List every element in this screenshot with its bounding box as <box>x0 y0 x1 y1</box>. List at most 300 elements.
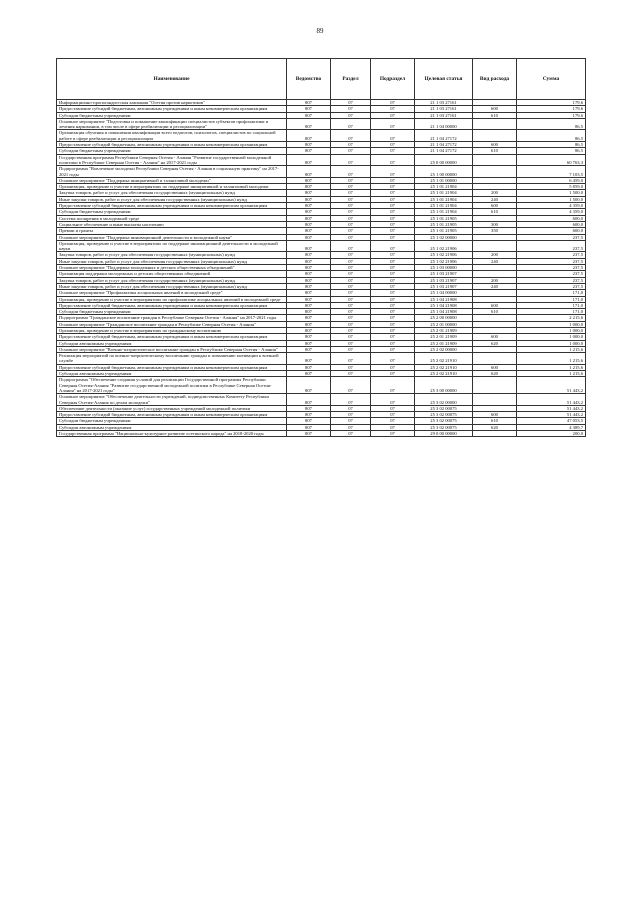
cell-name: Организация, проведение и участие в мероприятиях по гражданскому воспитанию <box>57 327 287 333</box>
cell-amount: 86,5 <box>517 142 586 148</box>
cell-name: Основное мероприятие "Обеспечение деятельности учреждений, подведомственных Комитету Республики Северная Осетия-Алания по делам молодежи" <box>57 394 287 406</box>
cell-section: 07 <box>331 252 371 258</box>
cell-expense-type: 610 <box>473 309 517 315</box>
cell-target-item: 21 1 03 27161 <box>415 100 473 106</box>
cell-target-item: 25 1 03 21907 <box>415 283 473 289</box>
cell-amount: 200,0 <box>517 431 586 437</box>
cell-department: 807 <box>287 234 331 240</box>
cell-expense-type: 600 <box>473 334 517 340</box>
cell-department: 807 <box>287 166 331 178</box>
cell-name: Субсидии автономным учреждениям <box>57 340 287 346</box>
cell-section: 07 <box>331 364 371 370</box>
cell-department: 807 <box>287 371 331 377</box>
cell-section: 07 <box>331 327 371 333</box>
cell-subsection: 07 <box>371 377 415 394</box>
cell-expense-type: 350 <box>473 228 517 234</box>
cell-expense-type: 600 <box>473 302 517 308</box>
cell-expense-type: 240 <box>473 196 517 202</box>
cell-expense-type: 200 <box>473 252 517 258</box>
cell-department: 807 <box>287 394 331 406</box>
cell-department: 807 <box>287 412 331 418</box>
cell-name: Организация обучения и повышения квалификации всего педагогов, психологов, специалистов по социальной работе в сфере реабилитации и ресоциализации <box>57 130 287 142</box>
cell-amount: 1 000,0 <box>517 334 586 340</box>
cell-section: 07 <box>331 371 371 377</box>
cell-amount: 237,5 <box>517 265 586 271</box>
cell-section: 07 <box>331 424 371 430</box>
cell-subsection: 07 <box>371 100 415 106</box>
cell-subsection: 07 <box>371 371 415 377</box>
cell-target-item: 25 3 02 00000 <box>415 394 473 406</box>
cell-target-item: 25 1 02 21906 <box>415 240 473 252</box>
cell-name: Предоставление субсидий бюджетным, автономным учреждениям и иным некоммерческим организациям <box>57 106 287 112</box>
cell-expense-type: 620 <box>473 371 517 377</box>
cell-name: Система поощрения в молодежной среде <box>57 215 287 221</box>
cell-department: 807 <box>287 346 331 352</box>
cell-department: 807 <box>287 405 331 411</box>
cell-expense-type: 610 <box>473 148 517 154</box>
cell-expense-type <box>473 377 517 394</box>
cell-target-item: 21 1 04 00000 <box>415 118 473 130</box>
cell-name: Основное мероприятие "Гражданское воспитание граждан в Республике Северная Осетия - Алания" <box>57 321 287 327</box>
cell-amount: 237,5 <box>517 252 586 258</box>
cell-target-item: 25 1 01 21904 <box>415 209 473 215</box>
cell-name: Субсидии бюджетным учреждениям <box>57 112 287 118</box>
cell-subsection: 07 <box>371 315 415 321</box>
cell-department: 807 <box>287 327 331 333</box>
cell-name: Субсидии бюджетным учреждениям <box>57 418 287 424</box>
cell-target-item: 25 2 02 21910 <box>415 371 473 377</box>
cell-department: 807 <box>287 364 331 370</box>
header-target-item: Целевая статья <box>415 59 473 100</box>
cell-section: 07 <box>331 100 371 106</box>
cell-department: 807 <box>287 353 331 365</box>
cell-amount: 1 215,6 <box>517 371 586 377</box>
cell-section: 07 <box>331 203 371 209</box>
cell-subsection: 07 <box>371 364 415 370</box>
cell-subsection: 07 <box>371 418 415 424</box>
cell-name: Предоставление субсидий бюджетным, автономным учреждениям и иным некоммерческим организациям <box>57 302 287 308</box>
cell-expense-type: 240 <box>473 258 517 264</box>
cell-expense-type: 300 <box>473 221 517 227</box>
cell-section: 07 <box>331 148 371 154</box>
cell-subsection: 07 <box>371 277 415 283</box>
cell-subsection: 07 <box>371 240 415 252</box>
cell-subsection: 07 <box>371 190 415 196</box>
cell-expense-type <box>473 394 517 406</box>
cell-target-item: 25 1 00 00000 <box>415 166 473 178</box>
cell-amount: 1 500,0 <box>517 196 586 202</box>
cell-subsection: 07 <box>371 334 415 340</box>
cell-subsection: 07 <box>371 154 415 166</box>
cell-amount: 5 859,0 <box>517 184 586 190</box>
cell-subsection: 07 <box>371 309 415 315</box>
cell-subsection: 07 <box>371 283 415 289</box>
cell-department: 807 <box>287 190 331 196</box>
cell-expense-type: 610 <box>473 209 517 215</box>
cell-section: 07 <box>331 283 371 289</box>
cell-target-item: 25 2 01 21909 <box>415 334 473 340</box>
cell-expense-type <box>473 130 517 142</box>
cell-name: Основное мероприятие "Военно-патриотическое воспитание граждан в Республике Северная Осетия - Алания" <box>57 346 287 352</box>
cell-target-item: 25 2 02 21910 <box>415 353 473 365</box>
cell-name: Организация, проведение и участие в мероприятиях по профилактике асоциальных явлений в молодежной среде <box>57 296 287 302</box>
cell-name: Государственная программа "Национально-культурное развитие осетинского народа" на 2018-2020 годы <box>57 431 287 437</box>
cell-target-item: 29 0 00 00000 <box>415 431 473 437</box>
cell-section: 07 <box>331 215 371 221</box>
cell-name: Основное мероприятие "Поддержка инновационной деятельности и молодежной науки" <box>57 234 287 240</box>
cell-target-item: 25 1 04 21908 <box>415 309 473 315</box>
cell-section: 07 <box>331 377 371 394</box>
cell-section: 07 <box>331 412 371 418</box>
cell-subsection: 07 <box>371 196 415 202</box>
cell-target-item: 25 1 01 21905 <box>415 228 473 234</box>
cell-department: 807 <box>287 290 331 296</box>
cell-department: 807 <box>287 106 331 112</box>
cell-subsection: 07 <box>371 130 415 142</box>
cell-target-item: 25 1 04 00000 <box>415 290 473 296</box>
cell-amount: 1 215,6 <box>517 346 586 352</box>
cell-expense-type: 240 <box>473 283 517 289</box>
cell-amount: 171,0 <box>517 309 586 315</box>
cell-section: 07 <box>331 265 371 271</box>
cell-section: 07 <box>331 221 371 227</box>
cell-name: Подпрограмма "Гражданское воспитание граждан в Республике Северная Осетия - Алания" на 2017-2021 годы <box>57 315 287 321</box>
cell-name: Социальное обеспечение и иные выплаты населению <box>57 221 287 227</box>
cell-department: 807 <box>287 283 331 289</box>
cell-section: 07 <box>331 431 371 437</box>
header-name: Наименование <box>57 59 287 100</box>
cell-section: 07 <box>331 154 371 166</box>
cell-target-item: 25 1 01 21904 <box>415 203 473 209</box>
cell-name: Организация, проведение и участие в мероприятиях по поддержке инновационной деятельности и молодежной науки <box>57 240 287 252</box>
table-row <box>57 353 586 365</box>
cell-section: 07 <box>331 166 371 178</box>
cell-section: 07 <box>331 302 371 308</box>
cell-subsection: 07 <box>371 296 415 302</box>
cell-section: 07 <box>331 353 371 365</box>
cell-subsection: 07 <box>371 340 415 346</box>
cell-section: 07 <box>331 394 371 406</box>
cell-amount: 600,0 <box>517 221 586 227</box>
budget-table <box>56 58 586 437</box>
cell-department: 807 <box>287 215 331 221</box>
cell-section: 07 <box>331 346 371 352</box>
header-expense-type: Вид расхода <box>473 59 517 100</box>
cell-target-item: 25 1 01 21904 <box>415 184 473 190</box>
cell-subsection: 07 <box>371 215 415 221</box>
cell-section: 07 <box>331 130 371 142</box>
cell-expense-type <box>473 166 517 178</box>
cell-amount: 47 053,5 <box>517 418 586 424</box>
cell-amount: 51 443,2 <box>517 377 586 394</box>
cell-subsection: 07 <box>371 327 415 333</box>
cell-section: 07 <box>331 418 371 424</box>
cell-target-item: 25 2 01 21909 <box>415 327 473 333</box>
cell-amount: 4 389,7 <box>517 424 586 430</box>
cell-department: 807 <box>287 265 331 271</box>
cell-department: 807 <box>287 315 331 321</box>
cell-expense-type: 600 <box>473 106 517 112</box>
cell-section: 07 <box>331 258 371 264</box>
cell-department: 807 <box>287 177 331 183</box>
cell-target-item: 25 1 01 21905 <box>415 215 473 221</box>
cell-amount: 179,6 <box>517 106 586 112</box>
cell-subsection: 07 <box>371 424 415 430</box>
cell-subsection: 07 <box>371 271 415 277</box>
table-row <box>57 130 586 142</box>
cell-subsection: 07 <box>371 394 415 406</box>
table-row <box>57 431 586 437</box>
cell-name: Организация, проведение и участие в мероприятиях по поддержке инициативной и талантливой молодежи <box>57 184 287 190</box>
cell-section: 07 <box>331 405 371 411</box>
cell-section: 07 <box>331 184 371 190</box>
header-subsection: Подраздел <box>371 59 415 100</box>
cell-name: Закупка товаров, работ и услуг для обеспечения государственных (муниципальных) нужд <box>57 190 287 196</box>
cell-subsection: 07 <box>371 431 415 437</box>
cell-target-item: 25 1 01 00000 <box>415 177 473 183</box>
cell-amount: 179,6 <box>517 112 586 118</box>
cell-amount: 1 215,6 <box>517 353 586 365</box>
cell-section: 07 <box>331 190 371 196</box>
cell-department: 807 <box>287 209 331 215</box>
cell-subsection: 07 <box>371 234 415 240</box>
cell-department: 807 <box>287 418 331 424</box>
table-row <box>57 166 586 178</box>
cell-target-item: 25 1 04 21908 <box>415 302 473 308</box>
cell-name: Предоставление субсидий бюджетным, автономным учреждениям и иным некоммерческим организациям <box>57 203 287 209</box>
cell-department: 807 <box>287 240 331 252</box>
cell-expense-type: 600 <box>473 364 517 370</box>
cell-target-item: 25 2 02 21910 <box>415 364 473 370</box>
cell-name: Организация поддержки молодежных и детских общественных объединений <box>57 271 287 277</box>
cell-amount: 237,5 <box>517 234 586 240</box>
cell-target-item: 25 1 01 21904 <box>415 190 473 196</box>
cell-expense-type <box>473 118 517 130</box>
cell-expense-type: 200 <box>473 190 517 196</box>
cell-target-item: 25 2 00 00000 <box>415 315 473 321</box>
cell-amount: 237,5 <box>517 271 586 277</box>
cell-expense-type: 600 <box>473 412 517 418</box>
cell-section: 07 <box>331 296 371 302</box>
cell-name: Иные закупки товаров, работ и услуг для обеспечения государственных (муниципальных) нужд <box>57 196 287 202</box>
cell-name: Государственная программа Республики Северная Осетия - Алания "Развитие государственной молодежной политики в Республике Северная Осетия - Алания" на 2017-2021 годы <box>57 154 287 166</box>
cell-expense-type: 610 <box>473 418 517 424</box>
cell-subsection: 07 <box>371 265 415 271</box>
cell-section: 07 <box>331 228 371 234</box>
cell-name: Реализация мероприятий по военно-патриотическому воспитанию граждан и повышению мотивации к военной службе <box>57 353 287 365</box>
cell-name: Иные закупки товаров, работ и услуг для обеспечения государственных (муниципальных) нужд <box>57 258 287 264</box>
cell-amount: 171,0 <box>517 290 586 296</box>
cell-amount: 51 443,2 <box>517 394 586 406</box>
cell-subsection: 07 <box>371 184 415 190</box>
cell-target-item: 25 1 02 21906 <box>415 258 473 264</box>
cell-department: 807 <box>287 340 331 346</box>
cell-target-item: 25 1 04 21908 <box>415 296 473 302</box>
cell-subsection: 07 <box>371 252 415 258</box>
cell-department: 807 <box>287 431 331 437</box>
cell-target-item: 21 1 04 27172 <box>415 148 473 154</box>
cell-department: 807 <box>287 252 331 258</box>
cell-department: 807 <box>287 302 331 308</box>
cell-section: 07 <box>331 234 371 240</box>
cell-section: 07 <box>331 334 371 340</box>
cell-target-item: 25 3 02 00075 <box>415 418 473 424</box>
cell-subsection: 07 <box>371 118 415 130</box>
cell-amount: 51 443,2 <box>517 412 586 418</box>
cell-section: 07 <box>331 240 371 252</box>
cell-amount: 1 000,0 <box>517 340 586 346</box>
cell-department: 807 <box>287 100 331 106</box>
cell-target-item: 25 2 01 00000 <box>415 321 473 327</box>
cell-expense-type: 610 <box>473 112 517 118</box>
cell-department: 807 <box>287 184 331 190</box>
cell-expense-type: 620 <box>473 424 517 430</box>
cell-section: 07 <box>331 112 371 118</box>
cell-department: 807 <box>287 271 331 277</box>
table-row <box>57 118 586 130</box>
cell-target-item: 21 1 04 27172 <box>415 130 473 142</box>
cell-target-item: 21 1 04 27172 <box>415 142 473 148</box>
cell-amount: 51 443,2 <box>517 405 586 411</box>
cell-subsection: 07 <box>371 112 415 118</box>
cell-section: 07 <box>331 277 371 283</box>
cell-amount: 237,5 <box>517 277 586 283</box>
cell-target-item: 25 1 01 21905 <box>415 221 473 227</box>
cell-name: Предоставление субсидий бюджетным, автономным учреждениям и иным некоммерческим организациям <box>57 364 287 370</box>
cell-target-item: 25 3 02 00075 <box>415 405 473 411</box>
cell-amount: 1 000,0 <box>517 321 586 327</box>
page-number: 89 <box>316 27 324 35</box>
cell-expense-type: 200 <box>473 277 517 283</box>
cell-amount: 1 500,0 <box>517 190 586 196</box>
cell-target-item: 25 3 02 00075 <box>415 424 473 430</box>
cell-department: 807 <box>287 118 331 130</box>
cell-section: 07 <box>331 209 371 215</box>
cell-name: Субсидии автономным учреждениям <box>57 371 287 377</box>
cell-name: Субсидии бюджетным учреждениям <box>57 209 287 215</box>
cell-department: 807 <box>287 130 331 142</box>
cell-department: 807 <box>287 277 331 283</box>
cell-department: 807 <box>287 142 331 148</box>
cell-name: Предоставление субсидий бюджетным, автономным учреждениям и иным некоммерческим организациям <box>57 412 287 418</box>
cell-name: Предоставление субсидий бюджетным, автономным учреждениям и иным некоммерческим организациям <box>57 142 287 148</box>
cell-department: 807 <box>287 203 331 209</box>
header-section: Раздел <box>331 59 371 100</box>
cell-department: 807 <box>287 309 331 315</box>
cell-amount: 86,5 <box>517 148 586 154</box>
cell-amount: 237,5 <box>517 258 586 264</box>
cell-amount: 1 000,0 <box>517 327 586 333</box>
cell-target-item: 25 1 02 21906 <box>415 252 473 258</box>
cell-amount: 179,6 <box>517 100 586 106</box>
cell-amount: 237,5 <box>517 240 586 252</box>
cell-department: 807 <box>287 296 331 302</box>
cell-target-item: 25 1 03 21907 <box>415 271 473 277</box>
cell-amount: 237,5 <box>517 283 586 289</box>
cell-department: 807 <box>287 377 331 394</box>
cell-subsection: 07 <box>371 177 415 183</box>
cell-name: Субсидии бюджетным учреждениям <box>57 148 287 154</box>
cell-section: 07 <box>331 321 371 327</box>
cell-amount: 2 215,6 <box>517 315 586 321</box>
cell-subsection: 07 <box>371 203 415 209</box>
cell-expense-type <box>473 154 517 166</box>
cell-subsection: 07 <box>371 290 415 296</box>
cell-amount: 7 103,5 <box>517 166 586 178</box>
cell-department: 807 <box>287 334 331 340</box>
header-amount: Сумма <box>517 59 586 100</box>
cell-target-item: 21 1 03 27161 <box>415 112 473 118</box>
cell-subsection: 07 <box>371 166 415 178</box>
cell-department: 807 <box>287 258 331 264</box>
cell-subsection: 07 <box>371 209 415 215</box>
cell-department: 807 <box>287 424 331 430</box>
table-row <box>57 394 586 406</box>
cell-subsection: 07 <box>371 412 415 418</box>
cell-subsection: 07 <box>371 302 415 308</box>
cell-section: 07 <box>331 142 371 148</box>
cell-expense-type: 600 <box>473 142 517 148</box>
cell-section: 07 <box>331 106 371 112</box>
cell-subsection: 07 <box>371 405 415 411</box>
cell-name: Основное мероприятие "Подготовка и повышение квалификации специалистов субъектов профилактики и лечения наркомании, в том числе в сфере реабилитации и ресоциализации" <box>57 118 287 130</box>
cell-expense-type: 600 <box>473 203 517 209</box>
cell-name: Подпрограмма "Вовлечение молодежи Республики Северная Осетия - Алания в социальную практику" на 2017-2021 годы <box>57 166 287 178</box>
cell-name: Обеспечение деятельности (оказание услуг) государственных учреждений молодежной политики <box>57 405 287 411</box>
cell-subsection: 07 <box>371 221 415 227</box>
cell-subsection: 07 <box>371 142 415 148</box>
cell-amount: 600,0 <box>517 228 586 234</box>
cell-target-item: 25 0 00 00000 <box>415 154 473 166</box>
cell-section: 07 <box>331 118 371 130</box>
cell-name: Закупка товаров, работ и услуг для обеспечения государственных (муниципальных) нужд <box>57 277 287 283</box>
cell-subsection: 07 <box>371 346 415 352</box>
cell-section: 07 <box>331 271 371 277</box>
cell-amount: 600,0 <box>517 215 586 221</box>
cell-name: Основное мероприятие "Поддержка молодежных и детских общественных объединений" <box>57 265 287 271</box>
cell-name: Основное мероприятие "Профилактика асоциальных явлений в молодежной среде" <box>57 290 287 296</box>
cell-amount: 171,0 <box>517 296 586 302</box>
table-row <box>57 154 586 166</box>
cell-name: Иные закупки товаров, работ и услуг для обеспечения государственных (муниципальных) нужд <box>57 283 287 289</box>
cell-section: 07 <box>331 177 371 183</box>
cell-name: Закупка товаров, работ и услуг для обеспечения государственных (муниципальных) нужд <box>57 252 287 258</box>
cell-target-item: 25 2 02 00000 <box>415 346 473 352</box>
cell-target-item: 25 1 02 00000 <box>415 234 473 240</box>
cell-department: 807 <box>287 221 331 227</box>
cell-section: 07 <box>331 196 371 202</box>
cell-name: Основное мероприятие "Поддержка инициативной и талантливой молодежи" <box>57 177 287 183</box>
cell-amount: 1 215,6 <box>517 364 586 370</box>
cell-subsection: 07 <box>371 106 415 112</box>
cell-amount: 86,5 <box>517 130 586 142</box>
cell-section: 07 <box>331 309 371 315</box>
cell-name: Подпрограмма "Обеспечение создания условий для реализации Государственной программы Республики Северная Осетия-Алания "Развитие государственной молодежной политики в Республике Северная Осетия-Алания" на 2017-2021 годы" <box>57 377 287 394</box>
cell-name: Субсидии бюджетным учреждениям <box>57 309 287 315</box>
cell-name: Субсидии автономным учреждениям <box>57 424 287 430</box>
cell-target-item: 21 1 03 27161 <box>415 106 473 112</box>
cell-subsection: 07 <box>371 321 415 327</box>
cell-amount: 4 359,0 <box>517 203 586 209</box>
cell-target-item: 25 3 00 00000 <box>415 377 473 394</box>
cell-subsection: 07 <box>371 148 415 154</box>
cell-expense-type <box>473 240 517 252</box>
table-body <box>57 100 586 437</box>
cell-amount: 171,0 <box>517 302 586 308</box>
cell-name: Информационно-пропагандистская кампания "Осетия против наркотиков" <box>57 100 287 106</box>
cell-section: 07 <box>331 315 371 321</box>
cell-department: 807 <box>287 112 331 118</box>
